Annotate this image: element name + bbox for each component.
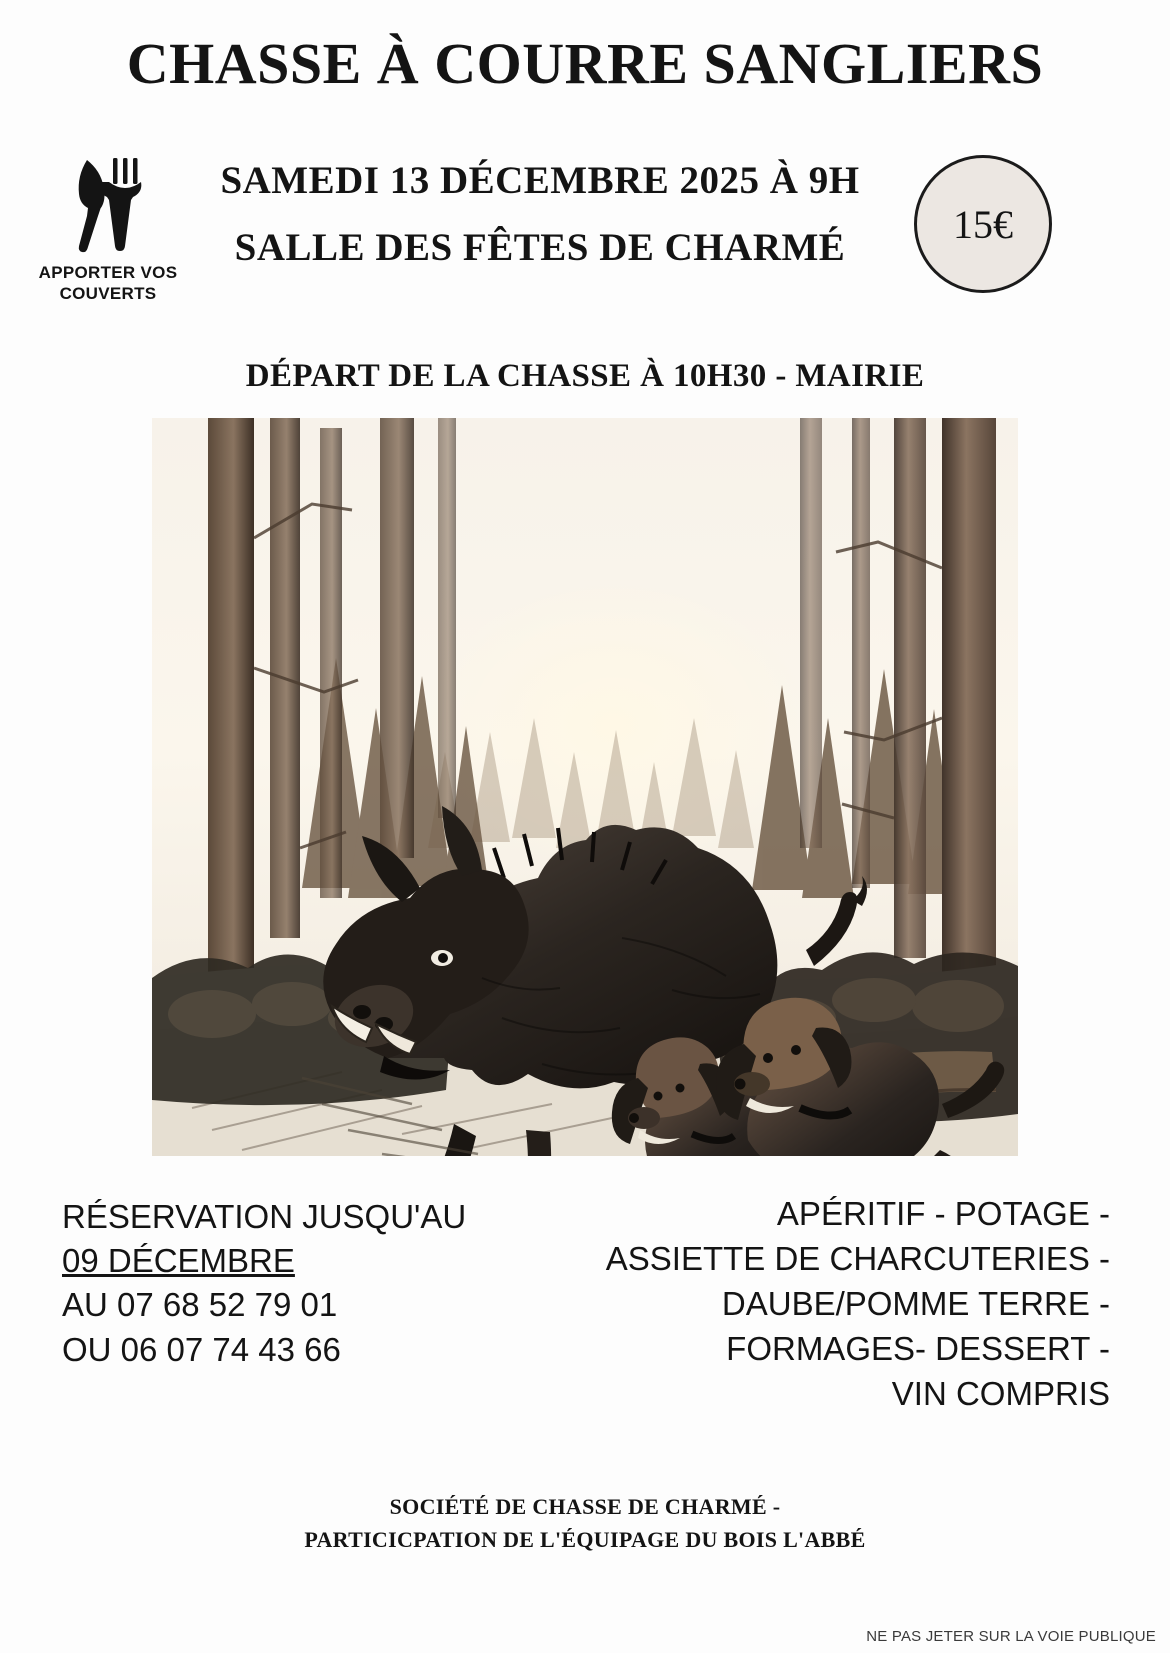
reservation-phone-1: AU 07 68 52 79 01 (62, 1286, 338, 1324)
page-title: CHASSE À COURRE SANGLIERS (126, 31, 1044, 96)
fork-knife-icon (53, 150, 163, 260)
legal-notice: NE PAS JETER SUR LA VOIE PUBLIQUE (866, 1628, 1156, 1645)
organiser-footer (0, 1490, 1170, 1556)
reservation-deadline-label: RÉSERVATION JUSQU'AU (62, 1198, 467, 1235)
boar-and-hounds-illustration (152, 418, 1018, 1156)
menu-line: FORMAGES- DESSERT - (726, 1329, 1110, 1367)
menu-line: DAUBE/POMME TERRE - (721, 1284, 1110, 1322)
event-datetime-block (170, 158, 910, 270)
event-venue: SALLE DES FÊTES DE CHARMÉ (234, 226, 846, 269)
reservation-deadline-date: 09 DÉCEMBRE (62, 1242, 295, 1280)
menu-line: APÉRITIF - POTAGE - (776, 1195, 1110, 1232)
bring-cutlery-line-2: COUVERTS (59, 284, 157, 304)
price-badge: 15€ (914, 155, 1052, 293)
reservation-phone-2: OU 06 07 74 43 66 (62, 1330, 341, 1368)
bring-cutlery-line-1: APPORTER VOS (38, 263, 178, 282)
reservation-block (62, 1195, 582, 1372)
event-date: SAMEDI 13 DÉCEMBRE 2025 À 9H (220, 159, 860, 202)
organiser-line-2: PARTICICPATION DE L'ÉQUIPAGE DU BOIS L'ABBÉ (304, 1527, 866, 1552)
departure-info: DÉPART DE LA CHASSE À 10H30 - MAIRIE (245, 358, 925, 394)
organiser-line-1: SOCIÉTÉ DE CHASSE DE CHARMÉ - (389, 1494, 781, 1519)
menu-line: VIN COMPRIS (891, 1374, 1110, 1412)
menu-line: ASSIETTE DE CHARCUTERIES - (605, 1239, 1110, 1277)
menu-block (550, 1192, 1110, 1416)
